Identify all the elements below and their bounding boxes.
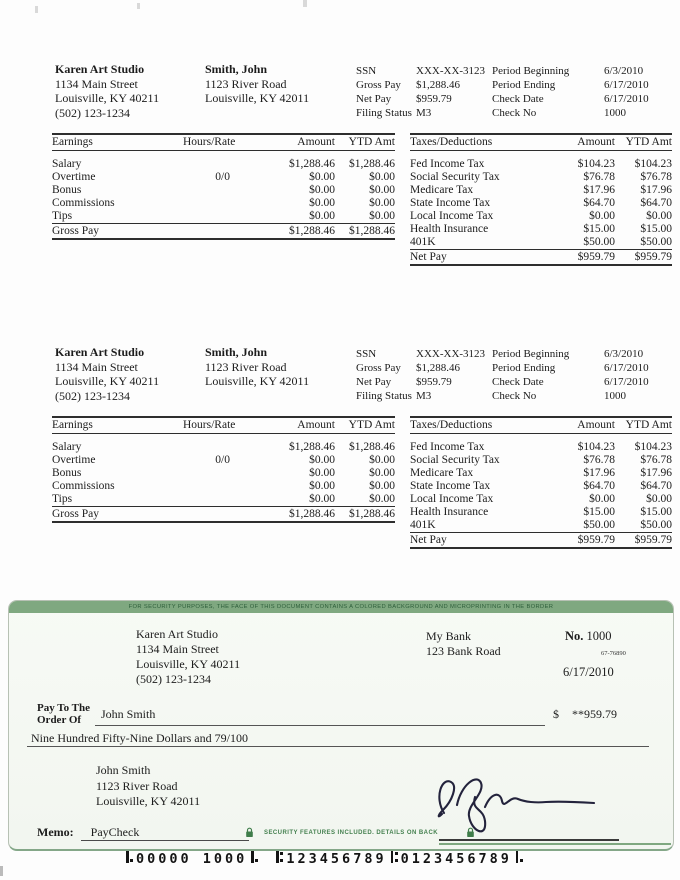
net-pay-amount: $959.79 [547,533,615,549]
scan-artifact [35,6,38,13]
deduction-ytd: $50.00 [640,519,672,531]
earnings-ytd: $0.00 [369,171,395,183]
net-pay-label: Net Pay [356,376,392,388]
bank-block [426,629,501,659]
gross-pay-ytd: $1,288.46 [335,224,395,240]
micr-transit-symbol [275,851,283,863]
earnings-label: Commissions [52,197,115,209]
earnings-amount: $0.00 [309,480,335,492]
deduction-ytd: $17.96 [640,467,672,479]
gross-pay-label: Gross Pay [356,79,401,91]
employee-address2: Louisville, KY 42011 [205,374,310,388]
earnings-label: Tips [52,493,73,505]
earnings-ytd: $0.00 [369,197,395,209]
check-date-label: Check Date [492,376,544,388]
deduction-ytd: $76.78 [640,171,672,183]
payer-address2: Louisville, KY 40211 [136,657,241,671]
deduction-label: Social Security Tax [410,171,500,183]
earnings-table [52,416,395,523]
earnings-header-row [52,134,395,151]
earnings-ytd: $0.00 [369,184,395,196]
earnings-label: Bonus [52,184,82,196]
earnings-row [52,467,395,480]
earnings-header: Earnings [52,134,183,151]
earnings-amount: $0.00 [309,493,335,505]
earnings-label: Overtime [52,171,96,183]
pay-summary [356,347,666,403]
deduction-label: Health Insurance [410,223,489,235]
earnings-hours [183,184,240,197]
deduction-amount: $0.00 [589,210,615,222]
earnings-amount: $0.00 [309,171,335,183]
deductions-header: Taxes/Deductions [410,134,547,151]
deduction-amount: $17.96 [583,184,615,196]
gross-pay-value: $1,288.46 [416,362,460,374]
deduction-label: Local Income Tax [410,493,494,505]
earnings-hours [183,441,240,454]
deduction-label: Medicare Tax [410,467,474,479]
earnings-row [52,197,395,210]
earnings-ytd: $1,288.46 [349,441,395,453]
period-ending-label: Period Ending [492,79,556,91]
deduction-ytd: $17.96 [640,184,672,196]
earnings-hours: 0/0 [215,454,230,466]
padlock-icon [245,827,254,838]
gross-pay-amount: $1,288.46 [240,507,335,523]
earnings-ytd: $0.00 [369,454,395,466]
payee-name: John Smith [101,707,156,721]
gross-pay-label: Gross Pay [52,507,183,523]
employee-name: Smith, John [205,345,268,359]
deduction-row [410,223,672,236]
amount-header: Amount [547,134,615,151]
earnings-hours [183,210,240,224]
deduction-row [410,493,672,506]
period-beginning-value: 6/3/2010 [604,348,644,360]
security-note-row [245,827,475,838]
micr-routing-number: 123456789 [286,851,387,867]
employer-block [55,62,159,120]
deduction-amount: $50.00 [583,236,615,248]
earnings-label: Overtime [52,454,96,466]
check-date: 6/17/2010 [563,665,614,679]
security-band: FOR SECURITY PURPOSES, THE FACE OF THIS DOCUMENT CONTAINS A COLORED BACKGROUND AND MICROPRINTING IN THE BORDER [9,601,673,613]
earnings-hours [183,467,240,480]
deduction-row [410,506,672,519]
filing-status-label: Filing Status [356,390,412,402]
payee-address2: Louisville, KY 42011 [96,794,201,808]
earnings-amount: $0.00 [309,210,335,222]
net-pay-value: $959.79 [416,376,452,388]
period-ending-value: 6/17/2010 [604,362,649,374]
deduction-row [410,210,672,223]
deduction-row [410,480,672,493]
deduction-label: State Income Tax [410,480,491,492]
earnings-hours [183,480,240,493]
check-number [565,629,612,644]
deductions-table [410,133,672,266]
padlock-icon [466,827,475,838]
deduction-row [410,441,672,454]
check [8,600,674,851]
deduction-row [410,519,672,533]
employer-address1: 1134 Main Street [55,359,138,374]
filing-status-value: M3 [416,107,432,119]
payee-line [95,725,545,726]
payer-address1: 1134 Main Street [136,642,219,656]
deduction-amount: $15.00 [583,506,615,518]
deduction-label: Fed Income Tax [410,441,485,453]
signature-line-green [439,843,671,845]
earnings-row [52,171,395,184]
deduction-row [410,171,672,184]
check-no-label: Check No [492,390,537,402]
deduction-label: Health Insurance [410,506,489,518]
dollar-sign: $ [553,707,559,721]
earnings-amount: $0.00 [309,184,335,196]
employee-address1: 1123 River Road [205,359,287,374]
ytd-header: YTD Amt [335,417,395,434]
earnings-label: Commissions [52,480,115,492]
hours-rate-header: Hours/Rate [183,134,240,151]
deduction-amount: $64.70 [583,480,615,492]
bank-fraction-number: 67-76890 [601,650,626,657]
deduction-label: Fed Income Tax [410,158,485,170]
check-date-value: 6/17/2010 [604,376,649,388]
earnings-row [52,454,395,467]
check-date-value: 6/17/2010 [604,93,649,105]
micr-check-number: 00000 1000 [136,851,248,867]
gross-pay-label: Gross Pay [356,362,401,374]
period-ending-value: 6/17/2010 [604,79,649,91]
net-pay-ytd: $959.79 [615,250,672,266]
earnings-hours [183,158,240,171]
earnings-row [52,441,395,454]
ytd-header: YTD Amt [335,134,395,151]
employer-phone: (502) 123-1234 [55,105,130,120]
employee-name: Smith, John [205,62,268,76]
check-number-value: 1000 [586,629,612,643]
bank-name: My Bank [426,629,471,643]
deduction-ytd: $104.23 [634,158,672,170]
deduction-amount: $104.23 [577,441,615,453]
deductions-table [410,416,672,549]
deduction-ytd: $50.00 [640,236,672,248]
gross-pay-ytd: $1,288.46 [335,507,395,523]
period-ending-label: Period Ending [492,362,556,374]
employee-address2: Louisville, KY 42011 [205,91,310,105]
ssn-label: SSN [356,65,377,77]
security-note-text: SECURITY FEATURES INCLUDED. DETAILS ON BACK [264,829,439,836]
gross-pay-amount: $1,288.46 [240,224,335,240]
micr-onus-symbol [125,851,133,863]
pay-to-the-order-of-label: Pay To The Order Of [37,702,90,726]
deductions-header-row [410,134,672,151]
earnings-ytd: $0.00 [369,480,395,492]
net-pay-value: $959.79 [416,93,452,105]
memo-line [81,840,249,841]
gross-pay-value: $1,288.46 [416,79,460,91]
deduction-row [410,454,672,467]
deduction-amount: $64.70 [583,197,615,209]
deduction-ytd: $0.00 [646,493,672,505]
employee-address1: 1123 River Road [205,76,287,91]
payer-name: Karen Art Studio [136,627,218,641]
memo-label: Memo: [37,825,74,839]
check-number-label: No. [565,629,584,643]
deduction-amount: $15.00 [583,223,615,235]
pay-summary [356,64,666,120]
scan-artifact [137,3,140,9]
deduction-ytd: $76.78 [640,454,672,466]
check-payer-block [136,627,240,687]
net-pay-label: Net Pay [356,93,392,105]
pay-stub-2 [0,345,680,628]
employer-name: Karen Art Studio [55,62,145,76]
payee-address-name: John Smith [96,763,151,777]
earnings-hours [183,197,240,210]
memo [37,825,139,840]
ssn-label: SSN [356,348,377,360]
employer-address1: 1134 Main Street [55,76,138,91]
earnings-row [52,480,395,493]
micr-line [122,851,526,867]
deduction-label: Social Security Tax [410,454,500,466]
earnings-ytd: $0.00 [369,210,395,222]
pay-stub-1 [0,62,680,345]
earnings-ytd: $0.00 [369,493,395,505]
employee-block [205,345,309,389]
earnings-label: Tips [52,210,73,222]
net-pay-label: Net Pay [410,533,547,549]
micr-onus-symbol [250,851,258,863]
filing-status-label: Filing Status [356,107,412,119]
employer-block [55,345,159,403]
deduction-row [410,197,672,210]
employer-address2: Louisville, KY 40211 [55,91,160,105]
earnings-row [52,493,395,507]
payer-phone: (502) 123-1234 [136,672,211,686]
deduction-ytd: $0.00 [646,210,672,222]
earnings-ytd: $0.00 [369,467,395,479]
deduction-label: 401K [410,519,436,531]
earnings-header: Earnings [52,417,183,434]
micr-transit-symbol [390,851,398,863]
deduction-ytd: $15.00 [640,506,672,518]
signature-line [439,839,619,841]
deduction-label: State Income Tax [410,197,491,209]
earnings-header-row [52,417,395,434]
deductions-header: Taxes/Deductions [410,417,547,434]
earnings-label: Salary [52,441,82,453]
period-beginning-label: Period Beginning [492,348,570,360]
earnings-label: Salary [52,158,82,170]
earnings-table [52,133,395,240]
deduction-amount: $50.00 [583,519,615,531]
amount-words-line [27,746,649,747]
net-pay-ytd: $959.79 [615,533,672,549]
net-pay-label: Net Pay [410,250,547,266]
period-beginning-value: 6/3/2010 [604,65,644,77]
gross-pay-label: Gross Pay [52,224,183,240]
earnings-row [52,210,395,224]
earnings-amount: $1,288.46 [289,158,335,170]
scan-artifact [0,866,3,876]
deduction-amount: $104.23 [577,158,615,170]
deductions-header-row [410,417,672,434]
check-date-label: Check Date [492,93,544,105]
earnings-amount: $1,288.46 [289,441,335,453]
ssn-value: XXX-XX-3123 [416,65,486,77]
deduction-amount: $0.00 [589,493,615,505]
ssn-value: XXX-XX-3123 [416,348,486,360]
check-no-value: 1000 [604,390,626,402]
amount-header: Amount [547,417,615,434]
earnings-amount: $0.00 [309,467,335,479]
payee-address1: 1123 River Road [96,778,178,793]
deduction-ytd: $64.70 [640,480,672,492]
net-pay-row [410,250,672,266]
bank-address: 123 Bank Road [426,644,501,658]
deduction-label: Local Income Tax [410,210,494,222]
ytd-header: YTD Amt [615,134,672,151]
check-no-value: 1000 [604,107,626,119]
memo-value: PayCheck [90,825,140,839]
gross-pay-row [52,507,395,523]
deduction-row [410,467,672,480]
amount-numeric: **959.79 [572,707,617,721]
scan-artifact [303,0,307,7]
employee-block [205,62,309,106]
employer-address2: Louisville, KY 40211 [55,374,160,388]
earnings-amount: $0.00 [309,454,335,466]
net-pay-row [410,533,672,549]
deduction-amount: $76.78 [583,171,615,183]
earnings-hours [183,493,240,507]
micr-onus-symbol [515,851,523,863]
amount-header: Amount [240,417,335,434]
net-pay-amount: $959.79 [547,250,615,266]
filing-status-value: M3 [416,390,432,402]
micr-account-number: 0123456789 [400,851,512,867]
deduction-ytd: $104.23 [634,441,672,453]
deduction-ytd: $15.00 [640,223,672,235]
deduction-row [410,184,672,197]
gross-pay-row [52,224,395,240]
ytd-header: YTD Amt [615,417,672,434]
earnings-amount: $0.00 [309,197,335,209]
deduction-row [410,158,672,171]
deduction-label: 401K [410,236,436,248]
employer-name: Karen Art Studio [55,345,145,359]
employer-phone: (502) 123-1234 [55,388,130,403]
payee-address-block [96,763,200,810]
amount-header: Amount [240,134,335,151]
amount-in-words: Nine Hundred Fifty-Nine Dollars and 79/100 [31,731,248,745]
earnings-row [52,158,395,171]
deduction-amount: $17.96 [583,467,615,479]
deduction-amount: $76.78 [583,454,615,466]
deduction-ytd: $64.70 [640,197,672,209]
earnings-ytd: $1,288.46 [349,158,395,170]
period-beginning-label: Period Beginning [492,65,570,77]
check-no-label: Check No [492,107,537,119]
earnings-hours: 0/0 [215,171,230,183]
earnings-label: Bonus [52,467,82,479]
deduction-label: Medicare Tax [410,184,474,196]
hours-rate-header: Hours/Rate [183,417,240,434]
deduction-row [410,236,672,250]
earnings-row [52,184,395,197]
